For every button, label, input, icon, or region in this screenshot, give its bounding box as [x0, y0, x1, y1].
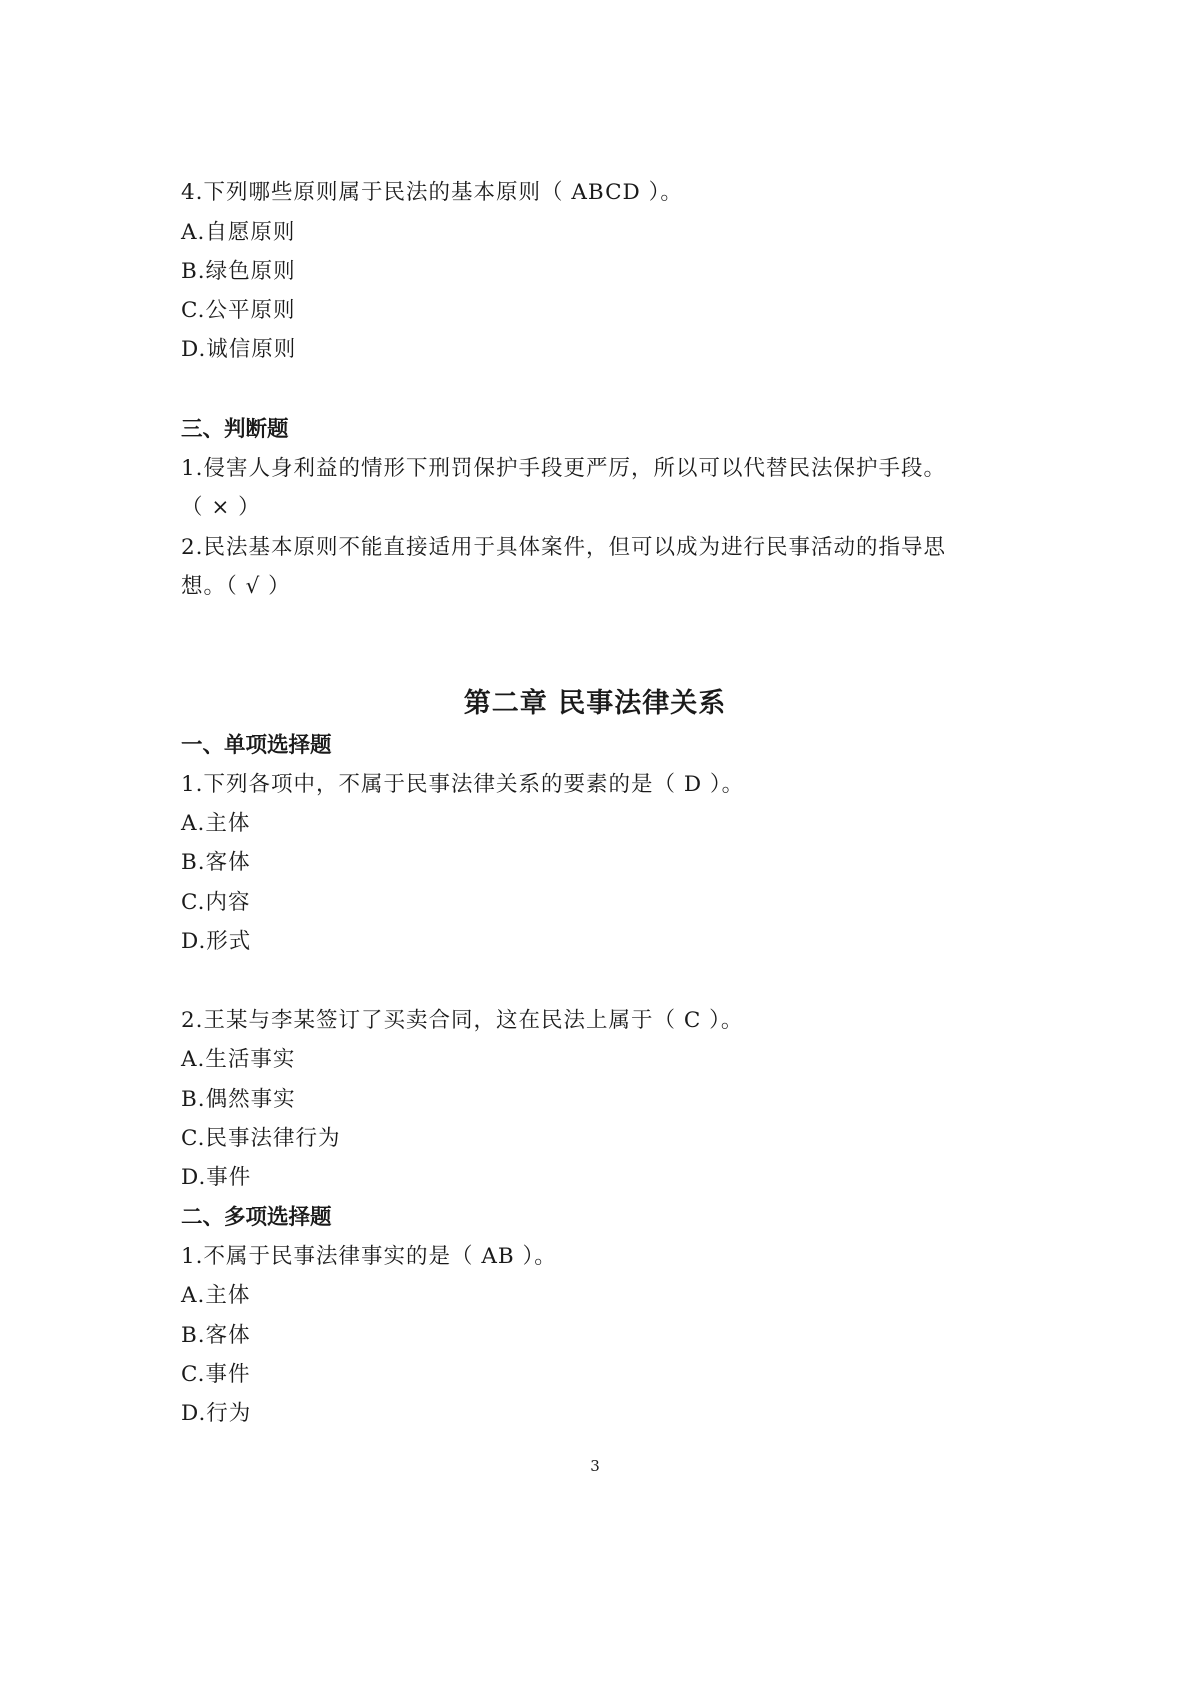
option-d: D.事件: [181, 1165, 252, 1190]
option-c: C.民事法律行为: [181, 1126, 341, 1151]
option-a: A.生活事实: [181, 1047, 296, 1072]
option-c: C.事件: [181, 1362, 251, 1387]
option-b: B.偶然事实: [181, 1087, 296, 1112]
chapter-title: 第二章 民事法律关系: [463, 688, 727, 719]
option-d: D.形式: [181, 929, 252, 954]
page-number: 3: [590, 1457, 600, 1475]
section-heading-judge: 三、判断题: [181, 417, 289, 442]
option-d: D.行为: [181, 1401, 252, 1426]
section-heading-single: 一、单项选择题: [181, 733, 332, 758]
option-b: B.客体: [181, 850, 251, 875]
option-c: C.公平原则: [181, 298, 296, 323]
question-stem: 1.下列各项中，不属于民事法律关系的要素的是（ D ）。: [181, 772, 745, 797]
option-a: A.主体: [181, 1283, 251, 1308]
question-stem: 4.下列哪些原则属于民法的基本原则（ ABCD ）。: [181, 180, 683, 205]
question-stem: 2.王某与李某签订了买卖合同，这在民法上属于（ C ）。: [181, 1008, 744, 1033]
option-b: B.客体: [181, 1323, 251, 1348]
option-a: A.主体: [181, 811, 251, 836]
option-d: D.诚信原则: [181, 337, 297, 362]
option-a: A.自愿原则: [181, 220, 296, 245]
judge-q2-line2: 想。（ √ ）: [181, 574, 291, 599]
judge-q2-line1: 2.民法基本原则不能直接适用于具体案件，但可以成为进行民事活动的指导思: [181, 535, 947, 560]
question-stem: 1.不属于民事法律事实的是（ AB ）。: [181, 1244, 557, 1269]
option-b: B.绿色原则: [181, 259, 296, 284]
section-heading-multi: 二、多项选择题: [181, 1205, 332, 1230]
option-c: C.内容: [181, 890, 251, 915]
judge-q1-answer: （ × ）: [181, 495, 261, 520]
judge-q1-line1: 1.侵害人身利益的情形下刑罚保护手段更严厉，所以可以代替民法保护手段。: [181, 456, 947, 481]
